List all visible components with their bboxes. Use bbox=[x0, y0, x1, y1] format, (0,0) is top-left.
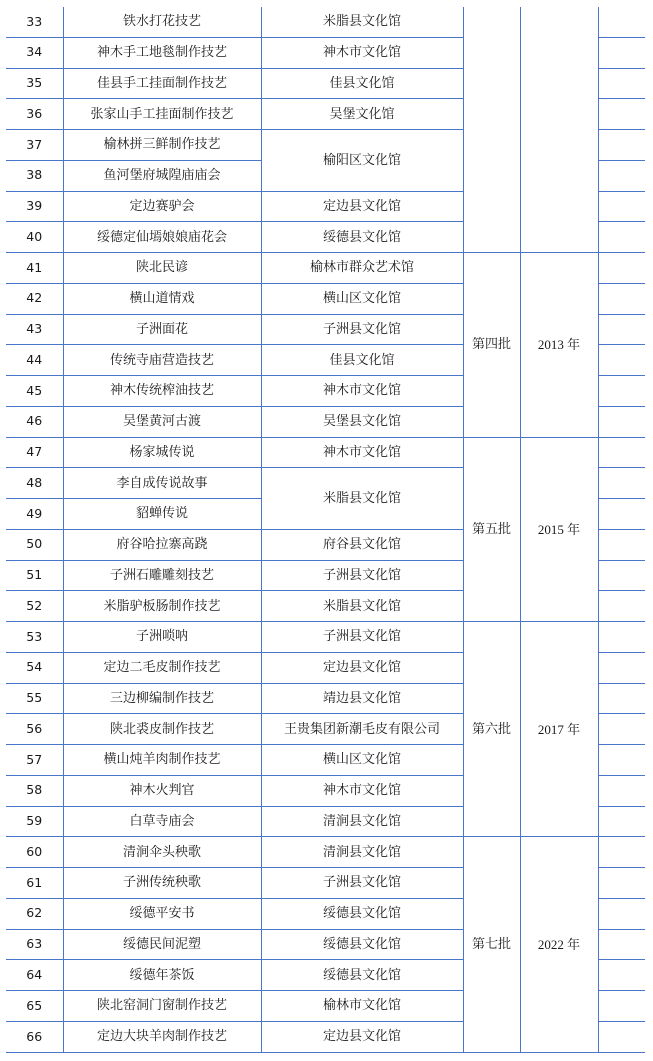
empty-cell bbox=[598, 99, 645, 130]
row-number: 36 bbox=[6, 99, 63, 130]
protection-unit: 神木市文化馆 bbox=[261, 37, 463, 68]
empty-cell bbox=[598, 745, 645, 776]
row-number: 58 bbox=[6, 775, 63, 806]
protection-unit: 府谷县文化馆 bbox=[261, 529, 463, 560]
protection-unit: 清涧县文化馆 bbox=[261, 806, 463, 837]
row-number: 42 bbox=[6, 283, 63, 314]
protection-unit: 王贵集团新潮毛皮有限公司 bbox=[261, 714, 463, 745]
protection-unit: 榆阳区文化馆 bbox=[261, 130, 463, 192]
empty-cell bbox=[598, 191, 645, 222]
protection-unit: 米脂县文化馆 bbox=[261, 468, 463, 530]
empty-cell bbox=[598, 437, 645, 468]
empty-cell bbox=[598, 160, 645, 191]
protection-unit: 榆林市文化馆 bbox=[261, 991, 463, 1022]
protection-unit: 绥德县文化馆 bbox=[261, 898, 463, 929]
empty-cell bbox=[598, 591, 645, 622]
project-name: 横山炖羊肉制作技艺 bbox=[63, 745, 261, 776]
batch-year: 2022 年 bbox=[520, 837, 598, 1053]
protection-unit: 绥德县文化馆 bbox=[261, 960, 463, 991]
empty-cell bbox=[598, 991, 645, 1022]
batch-year: 2017 年 bbox=[520, 622, 598, 837]
empty-cell bbox=[598, 7, 645, 37]
protection-unit: 米脂县文化馆 bbox=[261, 591, 463, 622]
table-row bbox=[6, 837, 645, 868]
row-number: 40 bbox=[6, 222, 63, 253]
row-number: 61 bbox=[6, 868, 63, 899]
protection-unit: 靖边县文化馆 bbox=[261, 683, 463, 714]
empty-cell bbox=[598, 652, 645, 683]
row-number: 50 bbox=[6, 529, 63, 560]
empty-cell bbox=[598, 345, 645, 376]
row-number: 51 bbox=[6, 560, 63, 591]
protection-unit: 吴堡县文化馆 bbox=[261, 406, 463, 437]
row-number: 53 bbox=[6, 622, 63, 653]
project-name: 横山道情戏 bbox=[63, 283, 261, 314]
empty-cell bbox=[598, 898, 645, 929]
protection-unit: 佳县文化馆 bbox=[261, 345, 463, 376]
protection-unit: 清涧县文化馆 bbox=[261, 837, 463, 868]
row-number: 57 bbox=[6, 745, 63, 776]
project-name: 府谷哈拉寨高跷 bbox=[63, 529, 261, 560]
protection-unit: 横山区文化馆 bbox=[261, 745, 463, 776]
protection-unit: 横山区文化馆 bbox=[261, 283, 463, 314]
row-number: 39 bbox=[6, 191, 63, 222]
project-name: 神木手工地毯制作技艺 bbox=[63, 37, 261, 68]
project-name: 白草寺庙会 bbox=[63, 806, 261, 837]
project-name: 吴堡黄河古渡 bbox=[63, 406, 261, 437]
protection-unit: 绥德县文化馆 bbox=[261, 222, 463, 253]
row-number: 37 bbox=[6, 130, 63, 161]
project-name: 绥德平安书 bbox=[63, 898, 261, 929]
protection-unit: 榆林市群众艺术馆 bbox=[261, 253, 463, 284]
protection-unit: 神木市文化馆 bbox=[261, 376, 463, 407]
project-name: 绥德年茶饭 bbox=[63, 960, 261, 991]
empty-cell bbox=[598, 314, 645, 345]
protection-unit: 绥德县文化馆 bbox=[261, 929, 463, 960]
project-name: 定边赛驴会 bbox=[63, 191, 261, 222]
row-number: 62 bbox=[6, 898, 63, 929]
project-name: 陕北民谚 bbox=[63, 253, 261, 284]
project-name: 绥德定仙墕娘娘庙花会 bbox=[63, 222, 261, 253]
row-number: 55 bbox=[6, 683, 63, 714]
row-number: 49 bbox=[6, 499, 63, 530]
batch-label: 第六批 bbox=[463, 622, 520, 837]
project-name: 铁水打花技艺 bbox=[63, 7, 261, 37]
empty-cell bbox=[598, 468, 645, 499]
row-number: 52 bbox=[6, 591, 63, 622]
batch-year: 2013 年 bbox=[520, 253, 598, 438]
protection-unit: 吴堡文化馆 bbox=[261, 99, 463, 130]
protection-unit: 定边县文化馆 bbox=[261, 652, 463, 683]
project-name: 陕北裘皮制作技艺 bbox=[63, 714, 261, 745]
row-number: 35 bbox=[6, 68, 63, 99]
empty-cell bbox=[598, 775, 645, 806]
project-name: 貂蝉传说 bbox=[63, 499, 261, 530]
table-row bbox=[6, 253, 645, 284]
row-number: 46 bbox=[6, 406, 63, 437]
project-name: 神木火判官 bbox=[63, 775, 261, 806]
empty-cell bbox=[598, 499, 645, 530]
table-body bbox=[6, 7, 645, 1053]
row-number: 43 bbox=[6, 314, 63, 345]
project-name: 子洲石雕雕刻技艺 bbox=[63, 560, 261, 591]
protection-unit: 子洲县文化馆 bbox=[261, 868, 463, 899]
row-number: 64 bbox=[6, 960, 63, 991]
row-number: 45 bbox=[6, 376, 63, 407]
empty-cell bbox=[598, 560, 645, 591]
empty-cell bbox=[598, 283, 645, 314]
batch-label: 第七批 bbox=[463, 837, 520, 1053]
project-name: 清涧伞头秧歌 bbox=[63, 837, 261, 868]
empty-cell bbox=[598, 960, 645, 991]
empty-cell bbox=[598, 714, 645, 745]
project-name: 神木传统榨油技艺 bbox=[63, 376, 261, 407]
protection-unit: 子洲县文化馆 bbox=[261, 622, 463, 653]
table-row bbox=[6, 622, 645, 653]
empty-cell bbox=[598, 837, 645, 868]
protection-unit: 神木市文化馆 bbox=[261, 437, 463, 468]
row-number: 48 bbox=[6, 468, 63, 499]
project-name: 定边二毛皮制作技艺 bbox=[63, 652, 261, 683]
empty-cell bbox=[598, 376, 645, 407]
project-name: 三边柳编制作技艺 bbox=[63, 683, 261, 714]
row-number: 63 bbox=[6, 929, 63, 960]
project-name: 子洲传统秧歌 bbox=[63, 868, 261, 899]
row-number: 44 bbox=[6, 345, 63, 376]
empty-cell bbox=[598, 37, 645, 68]
row-number: 54 bbox=[6, 652, 63, 683]
project-name: 米脂驴板肠制作技艺 bbox=[63, 591, 261, 622]
project-name: 榆林拼三鲜制作技艺 bbox=[63, 130, 261, 161]
row-number: 47 bbox=[6, 437, 63, 468]
batch-year: 2015 年 bbox=[520, 437, 598, 622]
project-name: 鱼河堡府城隍庙庙会 bbox=[63, 160, 261, 191]
row-number: 56 bbox=[6, 714, 63, 745]
project-name: 杨家城传说 bbox=[63, 437, 261, 468]
project-name: 绥德民间泥塑 bbox=[63, 929, 261, 960]
protection-unit: 子洲县文化馆 bbox=[261, 560, 463, 591]
empty-cell bbox=[598, 68, 645, 99]
empty-cell bbox=[598, 683, 645, 714]
project-name: 张家山手工挂面制作技艺 bbox=[63, 99, 261, 130]
row-number: 33 bbox=[6, 7, 63, 37]
project-name: 李自成传说故事 bbox=[63, 468, 261, 499]
table-row bbox=[6, 437, 645, 468]
empty-cell bbox=[598, 529, 645, 560]
empty-cell bbox=[598, 622, 645, 653]
protection-unit: 神木市文化馆 bbox=[261, 775, 463, 806]
project-name: 子洲唢呐 bbox=[63, 622, 261, 653]
empty-cell bbox=[598, 253, 645, 284]
empty-cell bbox=[598, 222, 645, 253]
project-name: 陕北窑洞门窗制作技艺 bbox=[63, 991, 261, 1022]
row-number: 34 bbox=[6, 37, 63, 68]
row-number: 60 bbox=[6, 837, 63, 868]
empty-cell bbox=[598, 130, 645, 161]
row-number: 66 bbox=[6, 1021, 63, 1052]
row-number: 65 bbox=[6, 991, 63, 1022]
protection-unit: 定边县文化馆 bbox=[261, 1021, 463, 1052]
batch-year bbox=[520, 7, 598, 253]
project-name: 佳县手工挂面制作技艺 bbox=[63, 68, 261, 99]
heritage-list-table bbox=[6, 7, 645, 1053]
empty-cell bbox=[598, 806, 645, 837]
batch-label: 第四批 bbox=[463, 253, 520, 438]
protection-unit: 米脂县文化馆 bbox=[261, 7, 463, 37]
batch-label: 第五批 bbox=[463, 437, 520, 622]
empty-cell bbox=[598, 1021, 645, 1052]
protection-unit: 子洲县文化馆 bbox=[261, 314, 463, 345]
batch-label bbox=[463, 7, 520, 253]
empty-cell bbox=[598, 868, 645, 899]
project-name: 定边大块羊肉制作技艺 bbox=[63, 1021, 261, 1052]
protection-unit: 佳县文化馆 bbox=[261, 68, 463, 99]
row-number: 38 bbox=[6, 160, 63, 191]
row-number: 41 bbox=[6, 253, 63, 284]
empty-cell bbox=[598, 929, 645, 960]
empty-cell bbox=[598, 406, 645, 437]
project-name: 子洲面花 bbox=[63, 314, 261, 345]
table-row bbox=[6, 7, 645, 37]
row-number: 59 bbox=[6, 806, 63, 837]
protection-unit: 定边县文化馆 bbox=[261, 191, 463, 222]
project-name: 传统寺庙营造技艺 bbox=[63, 345, 261, 376]
